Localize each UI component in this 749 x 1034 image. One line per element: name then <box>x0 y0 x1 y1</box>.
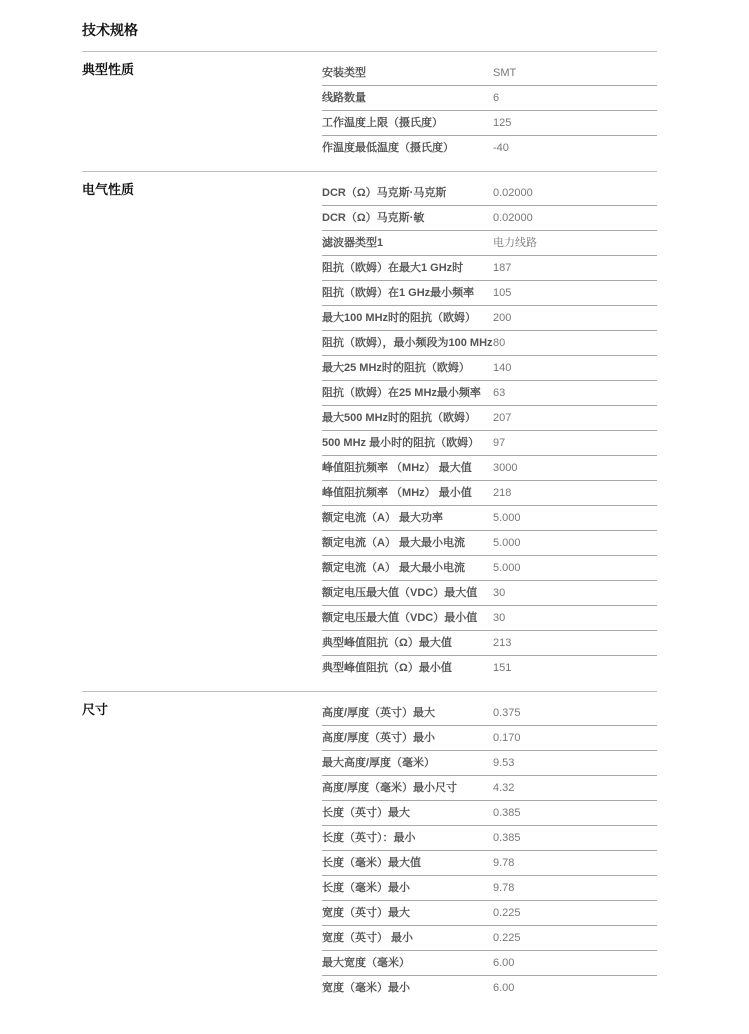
spec-row <box>322 506 657 531</box>
page-title: 技术规格 <box>82 8 657 52</box>
spec-label: 最大500 MHz时的阻抗（欧姆） <box>322 412 477 424</box>
spec-label: DCR（Ω）马克斯·敏 <box>322 212 425 224</box>
spec-row <box>322 256 657 281</box>
spec-section <box>82 52 657 172</box>
spec-value: 6 <box>493 92 500 104</box>
spec-row <box>322 926 657 951</box>
spec-value: 97 <box>493 437 506 449</box>
spec-value: 0.02000 <box>493 212 533 224</box>
spec-label: 长度（毫米）最大值 <box>322 857 421 869</box>
spec-row <box>322 876 657 901</box>
spec-label: DCR（Ω）马克斯·马克斯 <box>322 187 447 199</box>
spec-row <box>322 356 657 381</box>
tech-specs-page <box>82 0 657 1011</box>
spec-label: 宽度（毫米）最小 <box>322 982 410 994</box>
spec-label: 高度/厚度（英寸）最大 <box>322 707 436 719</box>
spec-value: 9.78 <box>493 882 515 894</box>
spec-label: 阻抗（欧姆）在最大1 GHz时 <box>322 262 464 274</box>
spec-value: 30 <box>493 612 506 624</box>
spec-label: 最大高度/厚度（毫米） <box>322 757 436 769</box>
spec-row <box>322 181 657 206</box>
spec-value: 5.000 <box>493 512 521 524</box>
spec-value: 0.385 <box>493 832 521 844</box>
spec-label: 高度/厚度（英寸）最小 <box>322 732 436 744</box>
spec-label: 峰值阻抗频率 （MHz） 最大值 <box>322 462 472 474</box>
spec-value: 9.53 <box>493 757 515 769</box>
spec-value: 63 <box>493 387 506 399</box>
spec-value: 6.00 <box>493 982 515 994</box>
spec-label: 阻抗（欧姆），最小频段为100 MHz <box>322 337 493 349</box>
spec-row <box>322 801 657 826</box>
spec-label: 典型峰值阻抗（Ω）最小值 <box>322 662 452 674</box>
spec-value: 30 <box>493 587 506 599</box>
spec-row <box>322 701 657 726</box>
spec-value: 4.32 <box>493 782 515 794</box>
spec-row <box>322 206 657 231</box>
spec-label: 额定电压最大值（VDC）最小值 <box>322 612 478 624</box>
spec-value: 5.000 <box>493 562 521 574</box>
section-title: 尺寸 <box>82 702 109 717</box>
spec-value: 125 <box>493 117 512 129</box>
spec-label: 额定电流（A） 最大最小电流 <box>322 562 465 574</box>
spec-value: 3000 <box>493 462 518 474</box>
spec-row <box>322 331 657 356</box>
spec-label: 安装类型 <box>322 67 366 79</box>
spec-label: 典型峰值阻抗（Ω）最大值 <box>322 637 452 649</box>
spec-value: 0.385 <box>493 807 521 819</box>
spec-value: 0.225 <box>493 932 521 944</box>
spec-value: SMT <box>493 67 517 79</box>
spec-label: 宽度（英寸） 最小 <box>322 932 414 944</box>
spec-sections <box>82 52 657 1011</box>
spec-value: 200 <box>493 312 512 324</box>
spec-row <box>322 281 657 306</box>
spec-value: 0.225 <box>493 907 521 919</box>
spec-value: -40 <box>493 142 509 154</box>
spec-value: 5.000 <box>493 537 521 549</box>
spec-label: 额定电流（A） 最大最小电流 <box>322 537 465 549</box>
spec-label: 额定电压最大值（VDC）最大值 <box>322 587 478 599</box>
spec-row <box>322 431 657 456</box>
spec-row <box>322 531 657 556</box>
spec-label: 宽度（英寸）最大 <box>322 907 410 919</box>
spec-value: 151 <box>493 662 512 674</box>
spec-value: 9.78 <box>493 857 515 869</box>
spec-row <box>322 751 657 776</box>
spec-section <box>82 692 657 1011</box>
spec-label: 滤波器类型1 <box>322 237 384 249</box>
spec-value: 80 <box>493 337 506 349</box>
spec-value: 0.170 <box>493 732 521 744</box>
spec-label: 阻抗（欧姆）在25 MHz最小频率 <box>322 387 481 399</box>
spec-value: 0.02000 <box>493 187 533 199</box>
spec-row <box>322 456 657 481</box>
spec-label: 高度/厚度（毫米）最小尺寸 <box>322 782 458 794</box>
spec-row <box>322 656 657 680</box>
spec-value: 187 <box>493 262 512 274</box>
spec-row <box>322 556 657 581</box>
spec-value: 6.00 <box>493 957 515 969</box>
spec-label: 峰值阻抗频率 （MHz） 最小值 <box>322 487 472 499</box>
spec-section <box>82 172 657 692</box>
spec-label: 工作温度上限（摄氏度） <box>322 117 443 129</box>
spec-row <box>322 776 657 801</box>
spec-row <box>322 726 657 751</box>
spec-label: 线路数量 <box>322 92 366 104</box>
spec-label: 阻抗（欧姆）在1 GHz最小频率 <box>322 287 475 299</box>
spec-value: 218 <box>493 487 512 499</box>
spec-row <box>322 406 657 431</box>
spec-label: 长度（毫米）最小 <box>322 882 410 894</box>
spec-table <box>322 181 657 680</box>
spec-label: 长度（英寸）最大 <box>322 807 410 819</box>
spec-table <box>322 61 657 160</box>
spec-row <box>322 111 657 136</box>
spec-row <box>322 951 657 976</box>
spec-value: 207 <box>493 412 512 424</box>
spec-row <box>322 231 657 256</box>
spec-row <box>322 381 657 406</box>
spec-label: 最大100 MHz时的阻抗（欧姆） <box>322 312 477 324</box>
spec-label: 500 MHz 最小时的阻抗（欧姆） <box>322 437 480 449</box>
spec-row <box>322 61 657 86</box>
spec-row <box>322 481 657 506</box>
section-title: 典型性质 <box>82 62 135 77</box>
spec-label: 最大宽度（毫米） <box>322 957 410 969</box>
spec-row <box>322 136 657 160</box>
spec-label: 最大25 MHz时的阻抗（欧姆） <box>322 362 470 374</box>
spec-value: 105 <box>493 287 512 299</box>
spec-value: 213 <box>493 637 512 649</box>
spec-row <box>322 606 657 631</box>
spec-value: 电力线路 <box>493 237 537 249</box>
section-title: 电气性质 <box>82 182 135 197</box>
spec-value: 0.375 <box>493 707 521 719</box>
spec-row <box>322 901 657 926</box>
spec-label: 长度（英寸）：最小 <box>322 832 416 844</box>
spec-row <box>322 86 657 111</box>
spec-row <box>322 581 657 606</box>
spec-value: 140 <box>493 362 512 374</box>
spec-row <box>322 826 657 851</box>
spec-row <box>322 306 657 331</box>
spec-row <box>322 851 657 876</box>
spec-label: 作温度最低温度（摄氏度） <box>322 142 454 154</box>
spec-label: 额定电流（A） 最大功率 <box>322 512 443 524</box>
spec-row <box>322 976 657 1000</box>
spec-row <box>322 631 657 656</box>
spec-table <box>322 701 657 1000</box>
